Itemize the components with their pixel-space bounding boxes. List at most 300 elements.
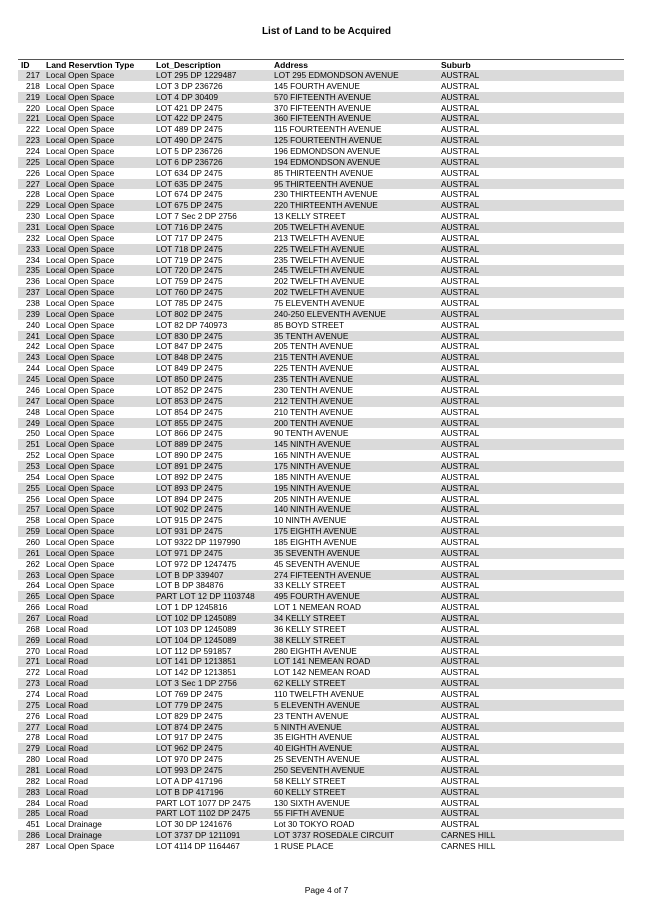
cell-suburb: CARNES HILL [441,841,496,852]
cell-suburb: AUSTRAL [441,558,480,569]
cell-id: 236 [26,276,40,287]
cell-land-reservation-type: Local Road [46,797,88,808]
cell-address: 205 NINTH AVENUE [274,493,351,504]
cell-land-reservation-type: Local Open Space [46,102,115,113]
table-row [18,570,624,581]
cell-lot-description: LOT B DP 417196 [156,786,224,797]
cell-address: 230 THIRTEENTH AVENUE [274,189,378,200]
cell-land-reservation-type: Local Open Space [46,243,115,254]
cell-lot-description: LOT 716 DP 2475 [156,222,223,233]
cell-land-reservation-type: Local Road [46,634,88,645]
cell-lot-description: PART LOT 1077 DP 2475 [156,797,251,808]
cell-suburb: AUSTRAL [441,493,480,504]
cell-land-reservation-type: Local Open Space [46,178,115,189]
table-row [18,472,624,483]
page-number: Page 4 of 7 [304,885,349,895]
cell-address: 140 NINTH AVENUE [274,504,351,515]
cell-land-reservation-type: Local Road [46,612,88,623]
cell-id: 226 [26,167,40,178]
cell-address: 85 THIRTEENTH AVENUE [274,167,374,178]
cell-lot-description: LOT 802 DP 2475 [156,308,223,319]
cell-address: 213 TWELFTH AVENUE [274,232,365,243]
cell-address: 145 FOURTH AVENUE [274,80,360,91]
cell-land-reservation-type: Local Open Space [46,450,115,461]
cell-lot-description: LOT 962 DP 2475 [156,743,223,754]
cell-suburb: AUSTRAL [441,80,480,91]
cell-address: 240-250 ELEVENTH AVENUE [274,308,386,319]
cell-suburb: AUSTRAL [441,765,480,775]
cell-land-reservation-type: Local Road [46,710,88,721]
cell-id: 238 [26,298,40,309]
cell-id: 220 [26,102,40,113]
cell-id: 248 [26,406,40,417]
table-row [18,309,624,320]
cell-suburb: AUSTRAL [441,146,480,157]
cell-address: 235 TWELFTH AVENUE [274,254,365,265]
cell-lot-description: LOT 972 DP 1247475 [156,558,237,569]
table-row [18,265,624,276]
cell-address: 35 EIGHTH AVENUE [274,732,353,743]
cell-land-reservation-type: Local Open Space [46,493,115,504]
cell-id: 279 [26,743,40,754]
cell-lot-description: LOT 760 DP 2475 [156,287,223,298]
cell-lot-description: LOT 848 DP 2475 [156,352,223,363]
table-row [18,515,624,526]
table-row [18,407,624,418]
cell-lot-description: LOT 855 DP 2475 [156,417,223,428]
cell-lot-description: LOT 759 DP 2475 [156,276,223,287]
cell-address: 36 KELLY STREET [274,623,346,634]
cell-id: 257 [26,504,40,515]
cell-lot-description: LOT 102 DP 1245089 [156,612,237,623]
cell-suburb: AUSTRAL [441,265,480,276]
cell-land-reservation-type: Local Road [46,688,88,699]
cell-id: 275 [26,699,40,710]
cell-address: 274 FIFTEENTH AVENUE [274,569,372,580]
cell-id: 260 [26,536,40,547]
cell-land-reservation-type: Local Open Space [46,167,115,178]
table-row [18,81,624,92]
table-row [18,711,624,722]
cell-suburb: AUSTRAL [441,189,480,200]
cell-lot-description: LOT 769 DP 2475 [156,688,223,699]
cell-id: 283 [26,786,40,797]
cell-suburb: AUSTRAL [441,102,480,113]
cell-suburb: AUSTRAL [441,547,480,558]
cell-address: LOT 142 NEMEAN ROAD [274,667,371,678]
cell-id: 245 [26,374,40,385]
cell-id: 228 [26,189,40,200]
cell-land-reservation-type: Local Road [46,808,88,819]
cell-address: 205 TENTH AVENUE [274,341,354,352]
cell-lot-description: LOT 849 DP 2475 [156,363,223,374]
cell-suburb: AUSTRAL [441,536,480,547]
cell-address: 175 NINTH AVENUE [274,460,351,471]
cell-id: 235 [26,265,40,276]
cell-address: 235 TENTH AVENUE [274,374,354,385]
cell-address: 570 FIFTEENTH AVENUE [274,91,372,102]
cell-lot-description: LOT 866 DP 2475 [156,428,223,439]
cell-address: 90 TENTH AVENUE [274,428,349,439]
table-row [18,124,624,135]
cell-land-reservation-type: Local Road [46,754,88,765]
cell-address: LOT 295 EDMONDSON AVENUE [274,70,399,80]
cell-address: 165 NINTH AVENUE [274,450,351,461]
cell-lot-description: LOT 6 DP 236726 [156,156,223,167]
table-row [18,244,624,255]
cell-land-reservation-type: Local Road [46,721,88,732]
cell-lot-description: LOT 829 DP 2475 [156,710,223,721]
cell-suburb: AUSTRAL [441,276,480,287]
cell-land-reservation-type: Local Open Space [46,124,115,135]
cell-lot-description: LOT 4 DP 30409 [156,91,218,102]
cell-lot-description: LOT 30 DP 1241676 [156,819,232,830]
cell-address: 200 TENTH AVENUE [274,417,354,428]
cell-land-reservation-type: Local Open Space [46,222,115,233]
cell-land-reservation-type: Local Road [46,699,88,710]
cell-id: 252 [26,450,40,461]
cell-land-reservation-type: Local Drainage [46,819,102,830]
cell-suburb: CARNES HILL [441,830,496,841]
cell-id: 278 [26,732,40,743]
cell-lot-description: LOT 931 DP 2475 [156,526,223,537]
cell-address: 34 KELLY STREET [274,612,346,623]
cell-suburb: AUSTRAL [441,743,480,754]
cell-id: 240 [26,319,40,330]
cell-id: 253 [26,460,40,471]
cell-address: LOT 141 NEMEAN ROAD [274,656,371,667]
cell-address: 23 TENTH AVENUE [274,710,349,721]
cell-land-reservation-type: Local Open Space [46,308,115,319]
table-row [18,808,624,819]
cell-suburb: AUSTRAL [441,688,480,699]
table-row [18,200,624,211]
cell-lot-description: LOT 917 DP 2475 [156,732,223,743]
table-row [18,776,624,787]
cell-id: 285 [26,808,40,819]
cell-land-reservation-type: Local Open Space [46,352,115,363]
table-row [18,667,624,678]
cell-address: LOT 3737 ROSEDALE CIRCUIT [274,830,395,841]
cell-lot-description: LOT 422 DP 2475 [156,113,223,124]
cell-address: 202 TWELFTH AVENUE [274,287,365,298]
cell-suburb: AUSTRAL [441,384,480,395]
cell-lot-description: LOT 634 DP 2475 [156,167,223,178]
cell-suburb: AUSTRAL [441,167,480,178]
table-row [18,494,624,505]
cell-id: 219 [26,91,40,102]
cell-address: 220 THIRTEENTH AVENUE [274,200,378,211]
cell-lot-description: LOT 890 DP 2475 [156,450,223,461]
table-row [18,396,624,407]
cell-address: 95 THIRTEENTH AVENUE [274,178,374,189]
cell-id: 225 [26,156,40,167]
cell-lot-description: LOT 3 DP 236726 [156,80,223,91]
cell-id: 269 [26,634,40,645]
cell-land-reservation-type: Local Open Space [46,417,115,428]
cell-land-reservation-type: Local Open Space [46,113,115,124]
cell-land-reservation-type: Local Open Space [46,526,115,537]
table-row [18,428,624,439]
cell-address: 360 FIFTEENTH AVENUE [274,113,372,124]
cell-suburb: AUSTRAL [441,602,480,613]
cell-lot-description: LOT 971 DP 2475 [156,547,223,558]
table-row [18,374,624,385]
table-row [18,689,624,700]
cell-id: 266 [26,602,40,613]
cell-land-reservation-type: Local Open Space [46,232,115,243]
cell-land-reservation-type: Local Open Space [46,428,115,439]
cell-lot-description: LOT 4114 DP 1164467 [156,841,240,852]
cell-lot-description: LOT 892 DP 2475 [156,471,223,482]
cell-id: 224 [26,146,40,157]
cell-suburb: AUSTRAL [441,243,480,254]
cell-lot-description: LOT 3 Sec 1 DP 2756 [156,678,237,689]
cell-address: 250 SEVENTH AVENUE [274,765,365,775]
cell-land-reservation-type: Local Open Space [46,276,115,287]
table-row [18,602,624,613]
cell-lot-description: LOT 674 DP 2475 [156,189,223,200]
cell-land-reservation-type: Local Open Space [46,374,115,385]
cell-land-reservation-type: Local Open Space [46,363,115,374]
cell-land-reservation-type: Local Open Space [46,189,115,200]
cell-address: 196 EDMONDSON AVENUE [274,146,381,157]
table-row [18,168,624,179]
cell-address: 60 KELLY STREET [274,786,346,797]
cell-lot-description: LOT 915 DP 2475 [156,515,223,526]
cell-id: 256 [26,493,40,504]
cell-lot-description: PART LOT 12 DP 1103748 [156,591,255,602]
cell-suburb: AUSTRAL [441,450,480,461]
cell-suburb: AUSTRAL [441,645,480,656]
cell-lot-description: LOT 850 DP 2475 [156,374,223,385]
cell-lot-description: LOT 830 DP 2475 [156,330,223,341]
cell-id: 242 [26,341,40,352]
cell-land-reservation-type: Local Road [46,645,88,656]
cell-land-reservation-type: Local Road [46,765,88,775]
cell-land-reservation-type: Local Open Space [46,146,115,157]
cell-lot-description: LOT 7 Sec 2 DP 2756 [156,211,237,222]
cell-lot-description: LOT 103 DP 1245089 [156,623,237,634]
cell-address: 280 EIGHTH AVENUE [274,645,357,656]
cell-address: LOT 1 NEMEAN ROAD [274,602,361,613]
cell-land-reservation-type: Local Open Space [46,200,115,211]
table-row [18,526,624,537]
cell-lot-description: LOT 894 DP 2475 [156,493,223,504]
cell-land-reservation-type: Local Road [46,786,88,797]
cell-id: 259 [26,526,40,537]
table-row [18,732,624,743]
cell-address: 215 TENTH AVENUE [274,352,354,363]
cell-id: 282 [26,775,40,786]
cell-lot-description: LOT 675 DP 2475 [156,200,223,211]
cell-suburb: AUSTRAL [441,439,480,450]
cell-id: 287 [26,841,40,852]
cell-address: 115 FOURTEENTH AVENUE [274,124,382,135]
cell-address: 194 EDMONDSON AVENUE [274,156,381,167]
cell-suburb: AUSTRAL [441,156,480,167]
cell-suburb: AUSTRAL [441,200,480,211]
table-row [18,276,624,287]
cell-suburb: AUSTRAL [441,482,480,493]
cell-id: 268 [26,623,40,634]
cell-suburb: AUSTRAL [441,819,480,830]
cell-lot-description: LOT 720 DP 2475 [156,265,223,276]
cell-suburb: AUSTRAL [441,178,480,189]
cell-address: 175 EIGHTH AVENUE [274,526,357,537]
cell-land-reservation-type: Local Road [46,743,88,754]
table-row [18,331,624,342]
cell-lot-description: LOT 719 DP 2475 [156,254,223,265]
cell-land-reservation-type: Local Road [46,656,88,667]
table-row [18,656,624,667]
cell-suburb: AUSTRAL [441,656,480,667]
cell-suburb: AUSTRAL [441,754,480,765]
cell-lot-description: LOT 891 DP 2475 [156,460,223,471]
table-row [18,341,624,352]
cell-suburb: AUSTRAL [441,211,480,222]
cell-lot-description: LOT 779 DP 2475 [156,699,223,710]
cell-address: 212 TENTH AVENUE [274,395,354,406]
cell-id: 227 [26,178,40,189]
cell-suburb: AUSTRAL [441,612,480,623]
cell-land-reservation-type: Local Open Space [46,70,115,80]
cell-suburb: AUSTRAL [441,591,480,602]
cell-id: 280 [26,754,40,765]
cell-address: 205 TWELFTH AVENUE [274,222,365,233]
table-row [18,830,624,841]
cell-lot-description: LOT 82 DP 740973 [156,319,228,330]
cell-suburb: AUSTRAL [441,232,480,243]
cell-land-reservation-type: Local Open Space [46,287,115,298]
table-row [18,548,624,559]
table-row [18,255,624,266]
cell-land-reservation-type: Local Open Space [46,265,115,276]
cell-id: 271 [26,656,40,667]
cell-suburb: AUSTRAL [441,254,480,265]
cell-lot-description: LOT 3737 DP 1211091 [156,830,241,841]
table-row [18,179,624,190]
table-row [18,461,624,472]
cell-id: 243 [26,352,40,363]
cell-land-reservation-type: Local Open Space [46,580,115,591]
cell-id: 265 [26,591,40,602]
cell-id: 221 [26,113,40,124]
cell-suburb: AUSTRAL [441,808,480,819]
cell-suburb: AUSTRAL [441,569,480,580]
cell-suburb: AUSTRAL [441,135,480,146]
table-row [18,765,624,776]
cell-suburb: AUSTRAL [441,526,480,537]
cell-lot-description: LOT 490 DP 2475 [156,135,223,146]
cell-id: 217 [26,70,40,80]
cell-id: 270 [26,645,40,656]
cell-address: 210 TENTH AVENUE [274,406,354,417]
cell-land-reservation-type: Local Open Space [46,211,115,222]
cell-suburb: AUSTRAL [441,113,480,124]
cell-address: 225 TWELFTH AVENUE [274,243,365,254]
cell-lot-description: LOT 853 DP 2475 [156,395,223,406]
cell-id: 229 [26,200,40,211]
cell-address: 145 NINTH AVENUE [274,439,351,450]
cell-suburb: AUSTRAL [441,786,480,797]
cell-id: 267 [26,612,40,623]
cell-address: 75 ELEVENTH AVENUE [274,298,365,309]
cell-address: 202 TWELFTH AVENUE [274,276,365,287]
cell-suburb: AUSTRAL [441,623,480,634]
cell-lot-description: LOT 295 DP 1229487 [156,70,237,80]
table-row [18,580,624,591]
table-header [18,60,624,70]
cell-id: 244 [26,363,40,374]
cell-lot-description: LOT 970 DP 2475 [156,754,223,765]
cell-address: 110 TWELFTH AVENUE [274,688,364,699]
cell-suburb: AUSTRAL [441,70,480,80]
cell-land-reservation-type: Local Open Space [46,406,115,417]
cell-id: 281 [26,765,40,775]
cell-suburb: AUSTRAL [441,515,480,526]
cell-lot-description: LOT 717 DP 2475 [156,232,223,243]
cell-id: 263 [26,569,40,580]
cell-suburb: AUSTRAL [441,634,480,645]
cell-id: 247 [26,395,40,406]
table-row [18,635,624,646]
cell-address: 230 TENTH AVENUE [274,384,354,395]
cell-land-reservation-type: Local Open Space [46,504,115,515]
cell-address: 35 TENTH AVENUE [274,330,349,341]
cell-id: 274 [26,688,40,699]
cell-land-reservation-type: Local Open Space [46,547,115,558]
table-row [18,146,624,157]
cell-suburb: AUSTRAL [441,699,480,710]
cell-suburb: AUSTRAL [441,395,480,406]
cell-address: 10 NINTH AVENUE [274,515,347,526]
cell-lot-description: LOT 993 DP 2475 [156,765,223,775]
cell-suburb: AUSTRAL [441,406,480,417]
table-row [18,841,624,852]
cell-address: 245 TWELFTH AVENUE [274,265,365,276]
cell-land-reservation-type: Local Road [46,602,88,613]
cell-lot-description: LOT 854 DP 2475 [156,406,223,417]
cell-suburb: AUSTRAL [441,330,480,341]
header-suburb: Suburb [441,60,471,70]
cell-land-reservation-type: Local Open Space [46,471,115,482]
cell-id: 254 [26,471,40,482]
table-row [18,439,624,450]
table-row [18,450,624,461]
cell-lot-description: LOT 889 DP 2475 [156,439,223,450]
cell-suburb: AUSTRAL [441,460,480,471]
page-title: List of Land to be Acquired [261,26,392,37]
cell-land-reservation-type: Local Open Space [46,841,115,852]
table-row [18,418,624,429]
cell-id: 230 [26,211,40,222]
cell-land-reservation-type: Local Open Space [46,341,115,352]
cell-land-reservation-type: Local Road [46,623,88,634]
cell-lot-description: LOT 785 DP 2475 [156,298,223,309]
table-row [18,678,624,689]
cell-id: 255 [26,482,40,493]
cell-address: 13 KELLY STREET [274,211,346,222]
cell-land-reservation-type: Local Open Space [46,156,115,167]
table-row [18,559,624,570]
cell-id: 276 [26,710,40,721]
cell-address: 62 KELLY STREET [274,678,346,689]
cell-land-reservation-type: Local Open Space [46,395,115,406]
cell-land-reservation-type: Local Open Space [46,536,115,547]
cell-suburb: AUSTRAL [441,797,480,808]
header-id: ID [21,60,30,70]
